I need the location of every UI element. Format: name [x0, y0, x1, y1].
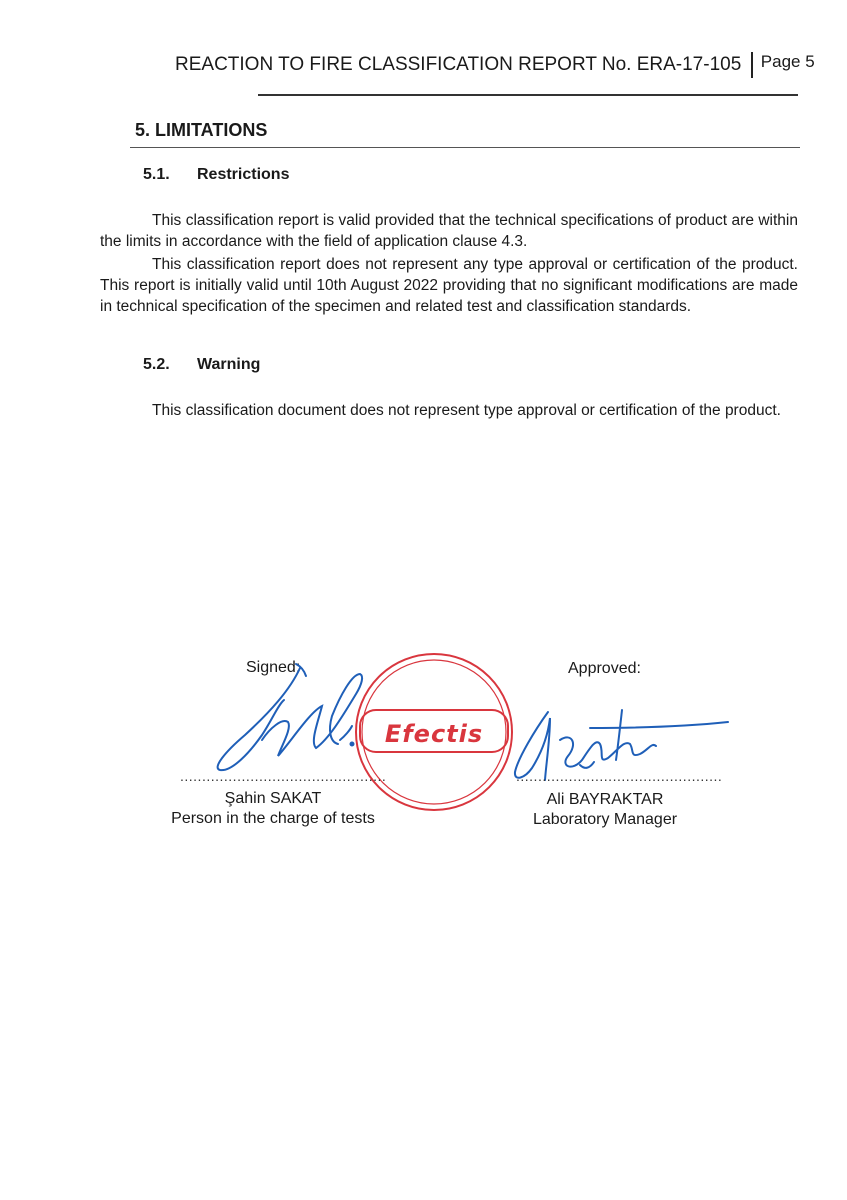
report-title: REACTION TO FIRE CLASSIFICATION REPORT No. ERA-17-105: [175, 54, 742, 75]
approver-role: Laboratory Manager: [532, 811, 678, 828]
subsection-title: Warning: [197, 356, 261, 373]
paragraph: This classification report does not represent any type approval or certification of the product. This report is initially valid until 10th August 2022 providing that no significant modifications are made in technical specification of the specimen and related test and classification standards.: [100, 256, 798, 315]
signature-line-left: ...............................................: [180, 768, 387, 784]
subsection-title: Restrictions: [197, 166, 290, 183]
page-number: Page 5: [760, 52, 815, 71]
approved-label: Approved:: [568, 660, 641, 677]
signer-role: Person in the charge of tests: [171, 810, 375, 827]
efectis-stamp: [356, 654, 512, 810]
section-title: 5. LIMITATIONS: [135, 120, 268, 140]
paragraph: This classification report is valid provided that the technical specifications of product are within the limits in accordance with the field of application clause 4.3.: [100, 212, 798, 250]
signature-left: [218, 664, 362, 770]
subsection-number: 5.2.: [143, 356, 170, 373]
paragraph: This classification document does not represent type approval or certification of the product.: [152, 402, 781, 419]
signer-name: Şahin SAKAT: [224, 790, 322, 807]
approver-name: Ali BAYRAKTAR: [546, 791, 664, 808]
signed-label: Signed:: [246, 659, 301, 676]
stamp-text: Efectis: [384, 720, 484, 748]
subsection-number: 5.1.: [143, 166, 170, 183]
signature-line-right: ...............................................: [516, 768, 723, 784]
